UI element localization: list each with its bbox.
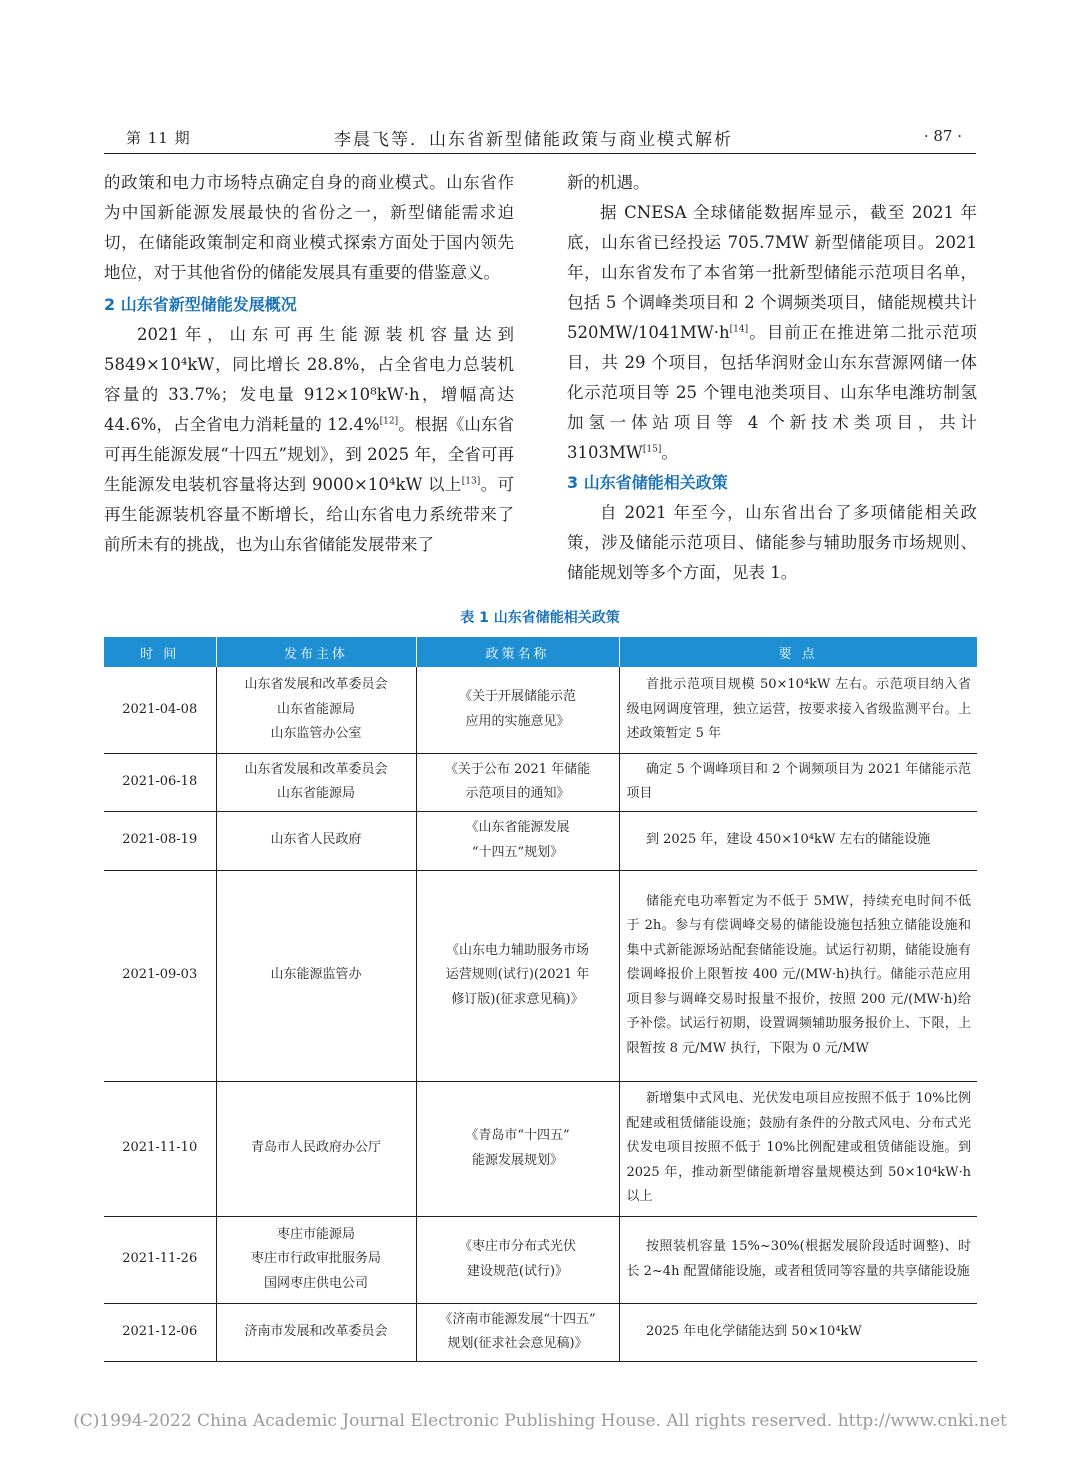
issuer-line: 山东省发展和改革委员会 xyxy=(244,761,388,777)
table-header-row xyxy=(104,637,977,667)
points-text: 按照装机容量 15%~30%(根据发展阶段适时调整)、时长 2~4h 配置储能设施，或者租赁同等容量的共享储能设施 xyxy=(626,1239,971,1279)
table-row xyxy=(104,753,977,811)
paragraph: 自 2021 年至今，山东省出台了多项储能相关政策，涉及储能示范项目、储能参与辅助服务市场规则、储能规划等多个方面，见表 1。 xyxy=(567,503,977,582)
table-row xyxy=(104,1303,977,1361)
policy-cell xyxy=(416,1303,619,1361)
issuer-line: 山东省能源局 xyxy=(276,701,355,717)
policy-line: 《关于公布 2021 年储能 xyxy=(444,761,591,777)
text: 据 CNESA 全球储能数据库显示，截至 2021 年底，山东省已经投运 705.7MW 新型储能项目。2021 年，山东省发布了本省第一批新型储能示范项目名单，包括 5 个调峰类项目和 2 个调频类项目，储能规模共计 520MW/1041MW·h xyxy=(567,203,977,342)
column-header: 发布主体 xyxy=(216,637,416,667)
policy-line: 《青岛市“十四五” xyxy=(465,1128,570,1143)
copyright-footer: (C)1994-2022 China Academic Journal Electronic Publishing House. All rights reserved. http://www.cnki.net xyxy=(73,1411,1007,1431)
text: 。目前正在推进第二批示范项目，共 29 个项目，包括华润财金山东东营源网储一体化示范项目等 25 个锂电池类项目、山东华电潍坊制氢加氢一体站项目等 4 个新技术类项目，共计 3103MW xyxy=(567,323,977,462)
policy-line: 示范项目的通知》 xyxy=(465,786,570,801)
issuer-line: 国网枣庄供电公司 xyxy=(263,1275,368,1291)
issuer-cell xyxy=(216,1303,416,1361)
policy-cell xyxy=(416,870,619,1081)
points-cell xyxy=(619,811,977,870)
points-cell xyxy=(619,1303,977,1361)
points-cell xyxy=(619,667,977,753)
issuer-line: 济南市发展和改革委员会 xyxy=(244,1323,388,1339)
issuer-line: 山东监管办公室 xyxy=(270,726,362,741)
policy-cell xyxy=(416,667,619,753)
policy-line: 应用的实施意见》 xyxy=(465,713,570,729)
date-cell: 2021-08-19 xyxy=(104,811,216,870)
points-text: 确定 5 个调峰项目和 2 个调频项目为 2021 年储能示范项目 xyxy=(626,761,971,801)
paragraph: 新的机遇。 xyxy=(567,173,650,192)
points-text: 储能充电功率暂定为不低于 5MW，持续充电时间不低于 2h。参与有偿调峰交易的储能设施包括独立储能设施和集中式新能源场站配套储能设施。试运行初期，储能设施有偿调峰报价上限暂按 400 元/(MW·h)执行。储能示范应用项目参与调峰交易时报量不报价，按照 200 元/(MW·h)给予补偿。试运行初期，设置调频辅助服务报价上、下限，上限暂按 8 元/MW 执行，下限为 0 元/MW xyxy=(626,893,971,1056)
table-row xyxy=(104,667,977,753)
policy-line: 《山东省能源发展 xyxy=(465,820,570,835)
paragraph: 的政策和电力市场特点确定自身的商业模式。山东省作为中国新能源发展最快的省份之一，新型储能需求迫切，在储能政策制定和商业模式探索方面处于国内领先地位，对于其他省份的储能发展具有重要的借鉴意义。 xyxy=(104,173,514,282)
section-heading: 3 山东省储能相关政策 xyxy=(567,473,728,492)
section-heading: 2 山东省新型储能发展概况 xyxy=(104,295,297,314)
issuer-line: 山东能源监管办 xyxy=(270,967,362,983)
date-cell: 2021-04-08 xyxy=(104,667,216,753)
issuer-cell xyxy=(216,1216,416,1303)
policy-line: 规划(征求社会意见稿)》 xyxy=(447,1336,588,1351)
points-cell xyxy=(619,870,977,1081)
points-text: 到 2025 年，建设 450×10⁴kW 左右的储能设施 xyxy=(646,832,931,848)
issuer-line: 山东省人民政府 xyxy=(270,832,362,848)
date-cell: 2021-11-10 xyxy=(104,1081,216,1216)
issuer-line: 山东省能源局 xyxy=(276,786,355,801)
policy-line: 建设规范(试行)》 xyxy=(466,1263,569,1279)
paragraph xyxy=(567,198,977,468)
running-header xyxy=(104,124,976,150)
issuer-line: 青岛市人民政府办公厅 xyxy=(250,1140,381,1156)
text: 。可再生能源装机容量不断增长，给山东省电力系统带来了前所未有的挑战，也为山东省储能发展带来了 xyxy=(104,475,515,554)
issuer-cell xyxy=(216,1081,416,1216)
citation[interactable]: [12] xyxy=(379,416,399,427)
text: 。根据《山东省可再生能源发展“十四五”规划》，到 2025 年，全省可再生能源发电装机容量将达到 9000×10⁴kW 以上 xyxy=(104,415,515,494)
issuer-cell xyxy=(216,870,416,1081)
policy-line: “十四五”规划》 xyxy=(471,844,564,860)
issue-number: 第 11 期 xyxy=(126,129,191,147)
left-column xyxy=(104,168,514,560)
policy-line: 《济南市能源发展“十四五” xyxy=(439,1311,596,1327)
column-header: 政策名称 xyxy=(416,637,619,667)
date-cell: 2021-06-18 xyxy=(104,753,216,811)
policy-line: 《枣庄市分布式光伏 xyxy=(458,1239,576,1254)
date-cell: 2021-11-26 xyxy=(104,1216,216,1303)
paragraph xyxy=(104,320,514,560)
points-cell xyxy=(619,753,977,811)
citation[interactable]: [13] xyxy=(461,476,481,487)
policy-cell xyxy=(416,1081,619,1216)
citation[interactable]: [15] xyxy=(642,444,662,455)
header-rule xyxy=(104,153,976,154)
policy-line: 修订版)(征求意见稿)》 xyxy=(451,991,584,1007)
text: 2021年，山东可再生能源装机容量达到 5849×10⁴kW，同比增长 28.8%，占全省电力总装机容量的 33.7%；发电量 912×10⁸kW·h，增幅高达 44.6%，占全省电力消耗量的 12.4% xyxy=(104,325,514,434)
text: 。 xyxy=(661,443,678,462)
points-text: 2025 年电化学储能达到 50×10⁴kW xyxy=(646,1323,862,1339)
policy-line: 《山东电力辅助服务市场 xyxy=(445,942,589,958)
date-cell: 2021-09-03 xyxy=(104,870,216,1081)
issuer-cell xyxy=(216,753,416,811)
policy-line: 运营规则(试行)(2021 年 xyxy=(445,967,590,983)
citation[interactable]: [14] xyxy=(729,324,749,335)
policy-cell xyxy=(416,1216,619,1303)
right-column xyxy=(567,168,977,588)
column-header: 时 间 xyxy=(104,637,216,667)
issuer-cell xyxy=(216,811,416,870)
issuer-line: 枣庄市行政审批服务局 xyxy=(250,1251,381,1267)
page-number: · 87 · xyxy=(923,127,962,145)
table-row xyxy=(104,811,977,870)
table-caption: 表 1 山东省储能相关政策 xyxy=(460,610,620,626)
table-row xyxy=(104,870,977,1081)
issuer-line: 山东省发展和改革委员会 xyxy=(244,677,388,692)
issuer-cell xyxy=(216,667,416,753)
points-cell xyxy=(619,1081,977,1216)
policy-table xyxy=(104,637,977,1362)
policy-cell xyxy=(416,753,619,811)
issuer-line: 枣庄市能源局 xyxy=(276,1226,355,1242)
column-header: 要 点 xyxy=(619,637,977,667)
points-cell xyxy=(619,1216,977,1303)
points-text: 首批示范项目规模 50×10⁴kW 左右。示范项目纳入省级电网调度管理，独立运营，按要求接入省级监测平台。上述政策暂定 5 年 xyxy=(626,677,971,741)
running-title: 李晨飞等．山东省新型储能政策与商业模式解析 xyxy=(334,130,733,150)
points-text: 新增集中式风电、光伏发电项目应按照不低于 10%比例配建或租赁储能设施；鼓励有条件的分散式风电、分布式光伏发电项目按照不低于 10%比例配建或租赁储能设施。到 2025 年，推动新型储能新增容量规模达到 50×10⁴kW·h 以上 xyxy=(626,1091,971,1205)
policy-cell xyxy=(416,811,619,870)
policy-line: 能源发展规划》 xyxy=(471,1152,563,1168)
policy-line: 《关于开展储能示范 xyxy=(458,689,576,705)
table-row xyxy=(104,1081,977,1216)
date-cell: 2021-12-06 xyxy=(104,1303,216,1361)
table-row xyxy=(104,1216,977,1303)
